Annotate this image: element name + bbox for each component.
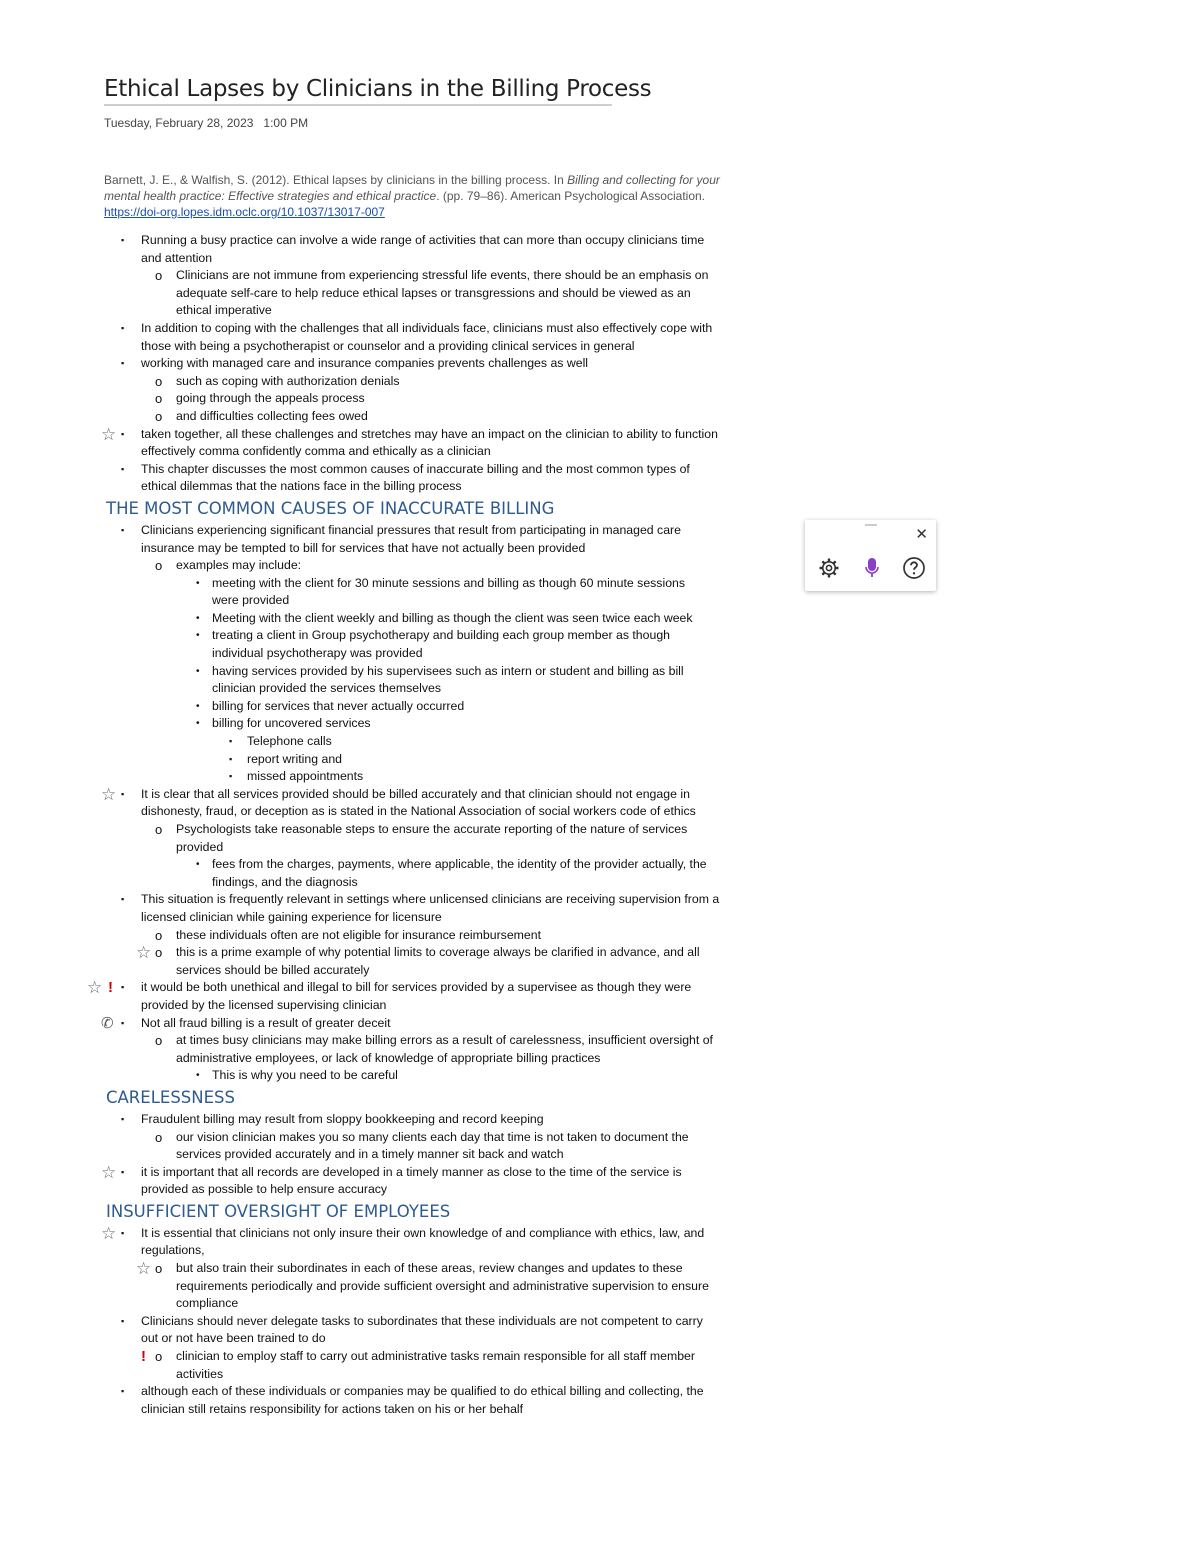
list-item: o these individuals often are not eligible for insurance reimbursement	[155, 927, 542, 943]
bullet: o	[155, 945, 163, 961]
list-item: o going through the appeals process	[155, 391, 365, 407]
star-tag-icon[interactable]: ☆	[136, 943, 152, 963]
bullet: ▪	[121, 524, 125, 535]
star-tag-icon[interactable]: ☆	[101, 1162, 117, 1182]
bullet: •	[196, 1070, 200, 1082]
notes-outline	[0, 232, 760, 1418]
list-item: ☆ o but also train their subordinates in each of these areas, review changes and updates to these requirements periodically and provide sufficient oversight and administrative supervision to ensure compliance	[136, 1259, 709, 1311]
floating-toolbar	[805, 520, 936, 591]
bullet: ▪	[121, 1166, 125, 1177]
list-item: ☆ ▪ It is essential that clinicians not only insure their own knowledge of and compliance with ethics, law, and regulations,	[101, 1223, 705, 1258]
star-tag-icon[interactable]: ☆	[101, 784, 117, 804]
bullet: o	[155, 373, 163, 389]
citation-book: Billing and collecting for your mental health practice: Effective strategies and ethical practice	[104, 173, 720, 203]
section-heading-carelessness: CARELESSNESS	[106, 1087, 235, 1107]
citation-link[interactable]: https://doi-org.lopes.idm.oclc.org/10.1037/13017-007	[104, 205, 385, 219]
list-item: • meeting with the client for 30 minute sessions and billing as though 60 minute sessions were provided	[196, 575, 686, 608]
bullet: •	[196, 665, 200, 677]
important-tag-icon[interactable]: !	[141, 1348, 146, 1366]
bullet: o	[155, 1033, 163, 1049]
bullet: ▪	[121, 463, 125, 474]
bullet: •	[196, 718, 200, 730]
list-item: ! o clinician to employ staff to carry out administrative tasks remain responsible for all staff member activities	[141, 1348, 695, 1381]
help-icon	[902, 556, 926, 580]
bullet: o	[155, 268, 163, 284]
list-item: o our vision clinician makes you so many clients each day that time is not taken to document the services provided accurately and in a timely manner sit back and watch	[155, 1129, 689, 1162]
microphone-icon	[860, 556, 884, 580]
list-item: ☆ ▪ It is clear that all services provided should be billed accurately and that clinician should not engage in dishonesty, fraud, or deception as is stated in the National Association of social workers code of ethics	[101, 784, 696, 819]
list-item: ▪ Telephone calls	[0, 733, 760, 751]
list-item: o Psychologists take reasonable steps to ensure the accurate reporting of the nature of services provided	[155, 822, 688, 854]
page-title: Ethical Lapses by Clinicians in the Billing Process	[104, 76, 612, 106]
bullet: ▪	[121, 1227, 125, 1238]
close-icon[interactable]: ✕	[915, 525, 928, 543]
bullet: ▪	[229, 753, 233, 764]
list-item: o and difficulties collecting fees owed	[155, 408, 368, 424]
phone-tag-icon[interactable]: ✆	[101, 1014, 114, 1032]
list-item: ▪ Fraudulent billing may result from sloppy bookkeeping and record keeping	[0, 1111, 760, 1129]
list-item: ☆ o this is a prime example of why potential limits to coverage always be clarified in advance, and all services should be billed accurately	[136, 943, 700, 977]
bullet: •	[196, 630, 200, 642]
bullet: o	[155, 1261, 163, 1277]
bullet: ▪	[229, 736, 233, 747]
list-item: ▪ Running a busy practice can involve a wide range of activities that can more than occupy clinicians time and attention	[121, 233, 705, 265]
list-item: ▪ In addition to coping with the challenges that all individuals face, clinicians must also effectively cope with those with being a psychotherapist or counselor and a providing clinical services in general	[121, 320, 713, 353]
bullet: ▪	[121, 235, 125, 245]
list-item: ▪ This situation is frequently relevant in settings where unlicensed clinicians are receiving supervision from a licensed clinician while gaining experience for licensure	[121, 892, 720, 924]
bullet: •	[196, 577, 200, 589]
list-item: • billing for uncovered services	[0, 715, 760, 733]
bullet: o	[155, 391, 163, 407]
list-item: ☆ ▪ taken together, all these challenges and stretches may have an impact on the clinician to ability to function effectively comma confidently comma and ethically as a clinician	[101, 424, 718, 459]
bullet: ▪	[121, 1386, 125, 1397]
star-tag-icon[interactable]: ☆	[101, 1223, 117, 1243]
page-date-time	[104, 116, 308, 130]
list-item: ▪ although each of these individuals or companies may be qualified to do ethical billing and collecting, the clinician still retains responsibility for actions taken on his or her behalf	[121, 1384, 704, 1416]
citation-suffix: . (pp. 79–86). American Psychological Association.	[436, 189, 705, 203]
page-date: Tuesday, February 28, 2023	[104, 116, 254, 130]
list-item: ☆ ▪ it is important that all records are developed in a timely manner as close to the time of the service is provided as possible to help ensure accuracy	[101, 1162, 682, 1197]
list-item: o examples may include:	[155, 558, 302, 574]
list-item: • This is why you need to be careful	[0, 1067, 760, 1085]
list-item: • treating a client in Group psychotherapy and building each group member as though individual psychotherapy was provided	[196, 628, 671, 661]
citation	[104, 172, 724, 220]
citation-prefix: Barnett, J. E., & Walfish, S. (2012). Ethical lapses by clinicians in the billing process. In	[104, 173, 568, 187]
drag-handle[interactable]	[865, 524, 877, 526]
settings-button[interactable]	[817, 556, 841, 580]
list-item: ▪ missed appointments	[0, 768, 760, 786]
list-item: ▪ report writing and	[0, 751, 760, 769]
bullet: ▪	[121, 1017, 125, 1028]
star-tag-icon[interactable]: ☆	[87, 978, 103, 998]
bullet: •	[196, 859, 200, 871]
bullet: •	[196, 612, 200, 624]
gear-icon	[817, 556, 841, 580]
list-item: ✆ ▪ Not all fraud billing is a result of greater deceit	[101, 1014, 391, 1032]
dictate-button[interactable]	[860, 556, 884, 580]
star-tag-icon[interactable]: ☆	[136, 1259, 152, 1279]
bullet: ▪	[121, 428, 125, 439]
important-tag-icon[interactable]: !	[108, 979, 113, 997]
bullet: o	[155, 822, 163, 837]
list-item: o at times busy clinicians may make billing errors as a result of carelessness, insufficient oversight of administrative employees, or lack of knowledge of appropriate billing practices	[155, 1033, 713, 1065]
list-item: • fees from the charges, payments, where applicable, the identity of the provider actually, the findings, and the diagnosis	[196, 857, 707, 889]
list-item: ▪ Clinicians should never delegate tasks to subordinates that these individuals are not competent to carry out or not have been trained to do	[121, 1313, 703, 1346]
bullet: ▪	[121, 982, 125, 993]
list-item: ▪ This chapter discusses the most common causes of inaccurate billing and the most common types of ethical dilemmas that the nations face in the billing process	[121, 461, 690, 494]
bullet: ▪	[121, 1113, 125, 1124]
list-item: • billing for services that never actually occurred	[0, 698, 760, 716]
bullet: ▪	[121, 1315, 125, 1326]
list-item: • Meeting with the client weekly and billing as though the client was seen twice each week	[0, 610, 760, 628]
page-time: 1:00 PM	[263, 116, 309, 130]
bullet: o	[155, 927, 163, 943]
list-item: ▪ working with managed care and insurance companies prevents challenges as well	[0, 355, 760, 373]
star-tag-icon[interactable]: ☆	[101, 424, 117, 444]
bullet: o	[155, 558, 163, 574]
list-item: o such as coping with authorization denials	[155, 373, 400, 389]
help-button[interactable]	[902, 556, 926, 580]
bullet: o	[155, 1349, 163, 1365]
section-heading-causes: THE MOST COMMON CAUSES OF INACCURATE BILLING	[106, 498, 555, 518]
bullet: ▪	[229, 771, 233, 782]
bullet: ▪	[121, 894, 125, 905]
section-heading-oversight: INSUFFICIENT OVERSIGHT OF EMPLOYEES	[106, 1201, 451, 1221]
bullet: ▪	[121, 788, 125, 799]
bullet: o	[155, 1129, 163, 1145]
bullet: ▪	[121, 358, 125, 369]
bullet: •	[196, 700, 200, 712]
bullet: o	[155, 408, 163, 424]
list-item: ☆ ! ▪ it would be both unethical and illegal to bill for services provided by a supervisee as though they were provided by the licensed supervising clinician	[87, 978, 692, 1012]
list-item: o Clinicians are not immune from experiencing stressful life events, there should be an emphasis on adequate self-care to help reduce ethical lapses or transgressions and should be viewed as an ethical imperative	[155, 268, 709, 318]
list-item: • having services provided by his supervisees such as intern or student and billing as bill clinician provided the services themselves	[196, 663, 684, 696]
list-item: ▪ Clinicians experiencing significant financial pressures that result from participating in managed care insurance may be tempted to bill for services that have not actually been provided	[121, 522, 681, 555]
bullet: ▪	[121, 322, 125, 333]
